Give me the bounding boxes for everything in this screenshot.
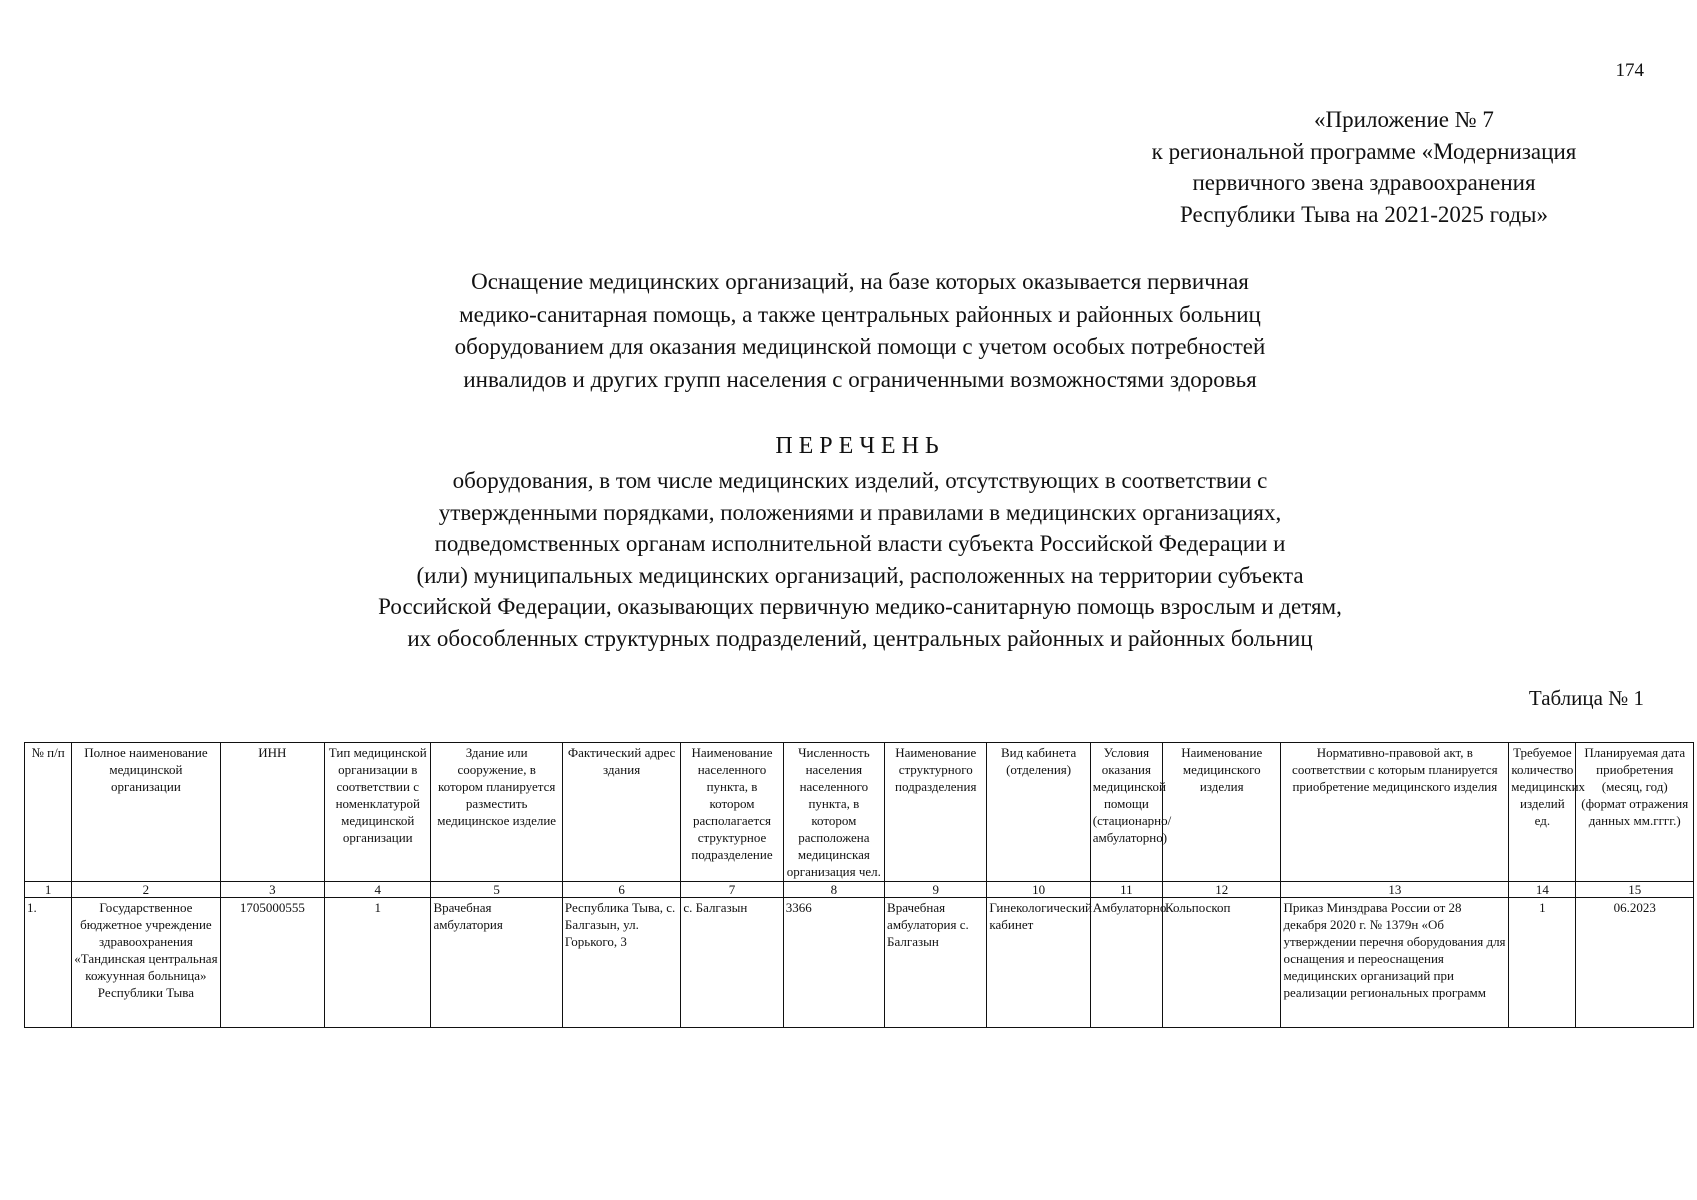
- title-line: Оснащение медицинских организаций, на базе которых оказывается первичная: [471, 269, 1249, 294]
- cell-date: 06.2023: [1576, 898, 1694, 1028]
- cell-type: 1: [325, 898, 431, 1028]
- header-cell: Наименование медицинского изделия: [1163, 743, 1281, 882]
- header-cell: Наименование населенного пункта, в котором располагается структурное подразделение: [681, 743, 783, 882]
- cell-inn: 1705000555: [220, 898, 324, 1028]
- column-number: 6: [562, 882, 680, 898]
- cell-cabinet: Гинекологический кабинет: [987, 898, 1090, 1028]
- header-cell: Условия оказания медицинской помощи (стационарно/ амбулаторно): [1090, 743, 1162, 882]
- annex-heading: [1084, 104, 1644, 230]
- title-line: оборудованием для оказания медицинской помощи с учетом особых потребностей: [454, 334, 1266, 359]
- column-number: 4: [325, 882, 431, 898]
- cell-device: Кольпоскоп: [1163, 898, 1281, 1028]
- perechen-subtitle: [160, 465, 1560, 654]
- cell-act: Приказ Минздрава России от 28 декабря 2020 г. № 1379н «Об утверждении перечня оборудования для оснащения и переоснащения медицинских организаций при реализации региональных программ: [1281, 898, 1509, 1028]
- cell-unit: Врачебная амбулатория с. Балгазын: [885, 898, 987, 1028]
- table-label: Таблица № 1: [1528, 686, 1644, 710]
- page-number: 174: [1615, 60, 1644, 81]
- subtitle-line: (или) муниципальных медицинских организаций, расположенных на территории субъекта: [416, 562, 1304, 588]
- header-cell: ИНН: [220, 743, 324, 882]
- column-number: 14: [1509, 882, 1576, 898]
- header-cell: № п/п: [25, 743, 72, 882]
- document-title: [160, 266, 1560, 396]
- subtitle-line: Российской Федерации, оказывающих первичную медико-санитарную помощь взрослым и детям,: [378, 594, 1342, 619]
- annex-line: Республики Тыва на 2021-2025 годы»: [1179, 201, 1549, 227]
- column-number: 10: [987, 882, 1090, 898]
- cell-address: Республика Тыва, с. Балгазын, ул. Горького, 3: [562, 898, 680, 1028]
- header-cell: Тип медицинской организации в соответствии с номенклатурой медицинской организации: [325, 743, 431, 882]
- cell-quantity: 1: [1509, 898, 1576, 1028]
- column-number: 2: [72, 882, 221, 898]
- column-number: 7: [681, 882, 783, 898]
- column-number: 3: [220, 882, 324, 898]
- annex-line: к региональной программе «Модернизация: [1151, 138, 1577, 164]
- table-header-row: [25, 743, 1694, 882]
- column-number: 5: [431, 882, 562, 898]
- cell-num: 1.: [25, 898, 72, 1028]
- column-number: 1: [25, 882, 72, 898]
- cell-building: Врачебная амбулатория: [431, 898, 562, 1028]
- annex-line: первичного звена здравоохранения: [1192, 170, 1536, 195]
- column-number: 11: [1090, 882, 1162, 898]
- column-number: 15: [1576, 882, 1694, 898]
- cell-population: 3366: [783, 898, 884, 1028]
- annex-line: «Приложение № 7: [1314, 107, 1494, 132]
- header-cell: Планируемая дата приобретения (месяц, год) (формат отражения данных мм.гггг.): [1576, 743, 1694, 882]
- equipment-table: [24, 742, 1694, 1028]
- header-cell: Полное наименование медицинской организации: [72, 743, 221, 882]
- title-line: инвалидов и других групп населения с ограниченными возможностями здоровья: [463, 366, 1257, 392]
- header-cell: Фактический адрес здания: [562, 743, 680, 882]
- header-cell: Нормативно-правовой акт, в соответствии с которым планируется приобретение медицинского изделия: [1281, 743, 1509, 882]
- column-number: 12: [1163, 882, 1281, 898]
- perechen-heading: ПЕРЕЧЕНЬ: [775, 433, 945, 459]
- header-cell: Численность населения населенного пункта, в котором расположена медицинская организация чел.: [783, 743, 884, 882]
- cell-conditions: Амбулаторно: [1090, 898, 1162, 1028]
- header-cell: Наименование структурного подразделения: [885, 743, 987, 882]
- cell-org: Государственное бюджетное учреждение здравоохранения «Тандинская центральная кожуунная больница» Республики Тыва: [72, 898, 221, 1028]
- title-line: медико-санитарная помощь, а также центральных районных и районных больниц: [459, 301, 1261, 327]
- subtitle-line: утвержденными порядками, положениями и правилами в медицинских организациях,: [438, 499, 1282, 525]
- header-cell: Здание или сооружение, в котором планируется разместить медицинское изделие: [431, 743, 562, 882]
- table-row: [25, 898, 1694, 1028]
- column-number-row: [25, 882, 1694, 898]
- header-cell: Требуемое количество медицинских изделий ед.: [1509, 743, 1576, 882]
- subtitle-line: их обособленных структурных подразделений, центральных районных и районных больниц: [407, 625, 1313, 651]
- subtitle-line: подведомственных органам исполнительной власти субъекта Российской Федерации и: [434, 531, 1286, 556]
- header-cell: Вид кабинета (отделения): [987, 743, 1090, 882]
- cell-settlement: с. Балгазын: [681, 898, 783, 1028]
- column-number: 13: [1281, 882, 1509, 898]
- column-number: 8: [783, 882, 884, 898]
- subtitle-line: оборудования, в том числе медицинских изделий, отсутствующих в соответствии с: [452, 468, 1268, 493]
- column-number: 9: [885, 882, 987, 898]
